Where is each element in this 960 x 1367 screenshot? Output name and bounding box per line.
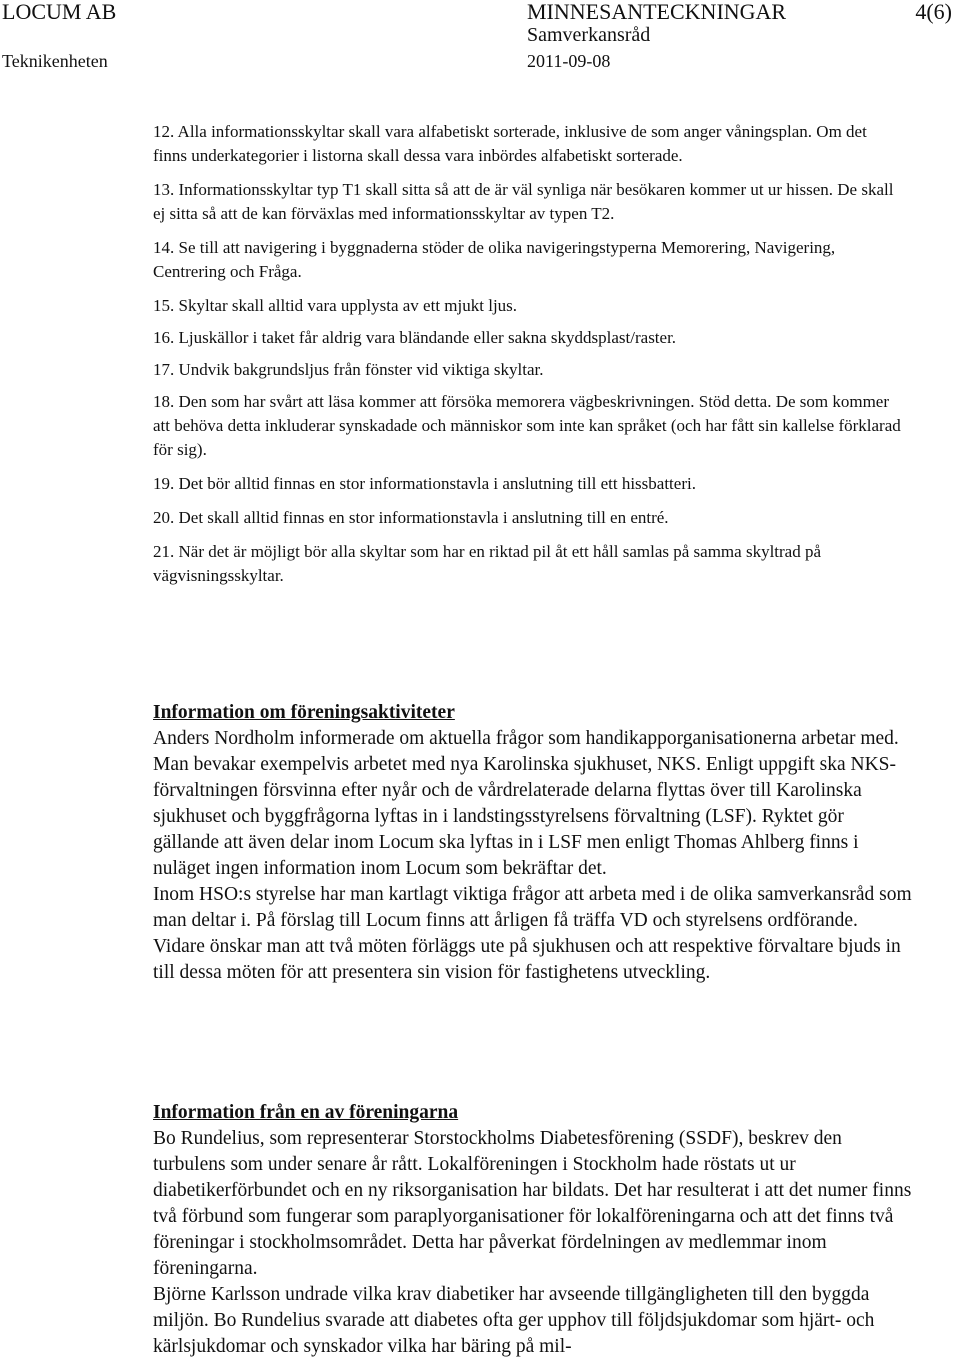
section-association-info — [153, 1100, 913, 1360]
page-header — [0, 0, 960, 80]
list-item: 13. Informationsskyltar typ T1 skall sitta så att de är väl synliga när besökaren kommer ut ur hissen. De skall ej sitta så att de kan förväxlas med informationsskyltar av typen T2. — [153, 180, 894, 223]
list-item: 18. Den som har svårt att läsa kommer att försöka memorera vägbeskrivningen. Stöd detta. De som kommer att behöva detta inkluderar synskadade och människor som inte kan språket (och har fått sin kallelse förklarad för sig). — [153, 392, 901, 459]
list-item: 14. Se till att navigering i byggnaderna stöder de olika navigeringstyperna Memorering, Navigering, Centrering och Fråga. — [153, 238, 836, 281]
section-paragraph: Bo Rundelius, som representerar Storstockholms Diabetesförening (SSDF), beskrev den turbulens som under senare år rått. Lokalföreningen i Stockholm hade röstats ut ur diabetikerförbundet och en ny riksorganisation har bildats. Det har resulterat i att det numer finns två förbund som fungerar som paraplyorganisationer för lokalföreningarna och att det finns två föreningar i stockholmsområdet. Detta har påverkat fördelningen av medlemmar inom föreningarna. — [153, 1128, 912, 1279]
header-page-number: 4(6) — [915, 0, 952, 24]
list-item: 20. Det skall alltid finnas en stor informationstavla i anslutning till en entré. — [153, 508, 669, 527]
list-item: 16. Ljuskällor i taket får aldrig vara bländande eller sakna skyddsplast/raster. — [153, 328, 677, 347]
list-item: 19. Det bör alltid finnas en stor informationstavla i anslutning till ett hissbatteri. — [153, 474, 696, 493]
section-paragraph: Björne Karlsson undrade vilka krav diabetiker har avseende tillgängligheten till den byggda miljön. Bo Rundelius svarade att diabetes ofta ger upphov till följdsjukdomar som hjärt- och kärlsjukdomar och synskador vilka har bäring på mil- — [153, 1284, 875, 1357]
list-item: 17. Undvik bakgrundsljus från fönster vid viktiga skyltar. — [153, 360, 544, 379]
list-item: 15. Skyltar skall alltid vara upplysta av ett mjukt ljus. — [153, 296, 518, 315]
numbered-list — [153, 120, 903, 598]
list-item: 21. När det är möjligt bör alla skyltar som har en riktad pil åt ett håll samlas på samma skyltrad på vägvisningsskyltar. — [153, 542, 822, 585]
section-heading: Information från en av föreningarna — [153, 1102, 459, 1123]
section-heading: Information om föreningsaktiviteter — [153, 702, 455, 723]
header-doc-type: MINNESANTECKNINGAR — [527, 0, 787, 24]
header-department: Teknikenheten — [2, 51, 108, 71]
section-paragraph: Anders Nordholm informerade om aktuella frågor som handikapporganisationerna arbetar med. Man bevakar exempelvis arbetet med nya Karolinska sjukhuset, NKS. Enligt uppgift ska NKS-förvaltningen försvinna efter nyår och de vårdrelaterade delarna flyttas över till Karolinska sjukhuset och byggfrågorna lyftas in i landstingsstyrelsens förvaltning (LSF). Ryktet gör gällande att även delar inom Locum ska lyftas in i LSF men enligt Thomas Ahlberg finns i nuläget ingen information inom Locum som bekräftar det. — [153, 728, 899, 879]
header-org: LOCUM AB — [2, 0, 117, 24]
header-date: 2011-09-08 — [527, 51, 611, 71]
header-meeting: Samverkansråd — [527, 24, 651, 46]
list-item: 12. Alla informationsskyltar skall vara alfabetiskt sorterade, inklusive de som anger våningsplan. Om det finns underkategorier i listorna skall dessa vara inbördes alfabetiskt sorterade. — [153, 122, 867, 165]
section-association-activities — [153, 700, 913, 986]
section-paragraph: Inom HSO:s styrelse har man kartlagt viktiga frågor att arbeta med i de olika samverkansråd som man deltar i. På förslag till Locum finns att årligen få träffa VD och styrelsens ordförande. Vidare önskar man att två möten förläggs ute på sjukhusen och att respektive förvaltare bjuds in till dessa möten för att presentera sin vision för fastighetens utveckling. — [153, 884, 912, 983]
